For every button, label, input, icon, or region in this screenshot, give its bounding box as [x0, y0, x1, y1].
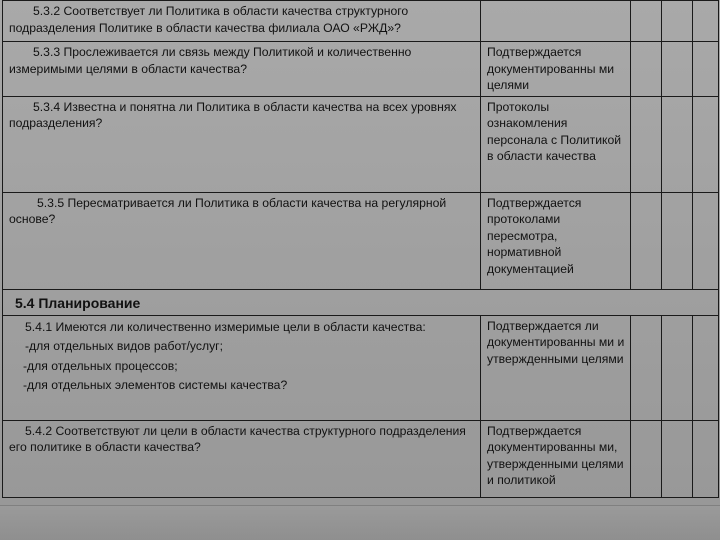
question-text: 5.3.3 Прослеживается ли связь между Политикой и количественно измеримыми целями в области качества? — [9, 45, 412, 76]
table-row — [3, 42, 719, 97]
question-text: 5.3.5 Пересматривается ли Политика в области качества на регулярной основе? — [9, 195, 447, 226]
mark-cell — [662, 315, 693, 420]
list-item: -для отдельных элементов системы качества? — [23, 378, 288, 392]
question-text: 5.4.2 Соответствуют ли цели в области качества структурного подразделения его политике в области качества? — [9, 423, 466, 454]
mark-cell — [693, 192, 719, 289]
question-text: 5.3.2 Соответствует ли Политика в области качества структурного подразделения Политике в области качества филиала ОАО «РЖД»? — [9, 4, 409, 35]
question-cell — [3, 42, 481, 97]
section-title: 5.4 Планирование — [3, 289, 719, 315]
mark-cell — [662, 42, 693, 97]
mark-cell — [693, 420, 719, 497]
table-row — [3, 96, 719, 192]
evidence-cell: Подтверждается документированны ми, утвержденными целями и политикой — [481, 420, 631, 497]
question-cell — [3, 192, 481, 289]
table-row — [3, 315, 719, 420]
mark-cell — [693, 96, 719, 192]
mark-cell — [631, 42, 662, 97]
mark-cell — [662, 420, 693, 497]
mark-cell — [662, 96, 693, 192]
mark-cell — [693, 1, 719, 42]
mark-cell — [631, 420, 662, 497]
mark-cell — [693, 315, 719, 420]
question-text: 5.3.4 Известна и понятна ли Политика в области качества на всех уровнях подразделения? — [9, 99, 457, 130]
table-row — [3, 192, 719, 289]
evidence-cell: Подтверждается ли документированны ми и утвержденными целями — [481, 315, 631, 420]
mark-cell — [662, 192, 693, 289]
question-cell — [3, 315, 481, 420]
table-row — [3, 420, 719, 497]
list-item: -для отдельных видов работ/услуг; — [25, 339, 224, 353]
mark-cell — [662, 1, 693, 42]
question-text: 5.4.1 Имеются ли количественно измеримые цели в области качества: — [25, 319, 426, 334]
table-row — [3, 1, 719, 42]
checklist-table — [2, 0, 719, 498]
evidence-cell: Подтверждается протоколами пересмотра, нормативной документацией — [481, 192, 631, 289]
mark-cell — [631, 315, 662, 420]
list-item: -для отдельных процессов; — [23, 358, 178, 373]
evidence-cell: Протоколы ознакомления персонала с Политикой в области качества — [481, 96, 631, 192]
question-cell — [3, 1, 481, 42]
mark-cell — [631, 192, 662, 289]
evidence-cell — [481, 1, 631, 42]
mark-cell — [693, 42, 719, 97]
mark-cell — [631, 1, 662, 42]
question-cell — [3, 96, 481, 192]
mark-cell — [631, 96, 662, 192]
question-cell — [3, 420, 481, 497]
evidence-cell: Подтверждается документированны ми целями — [481, 42, 631, 97]
section-row — [3, 289, 719, 315]
slide-footer-band — [0, 505, 720, 540]
